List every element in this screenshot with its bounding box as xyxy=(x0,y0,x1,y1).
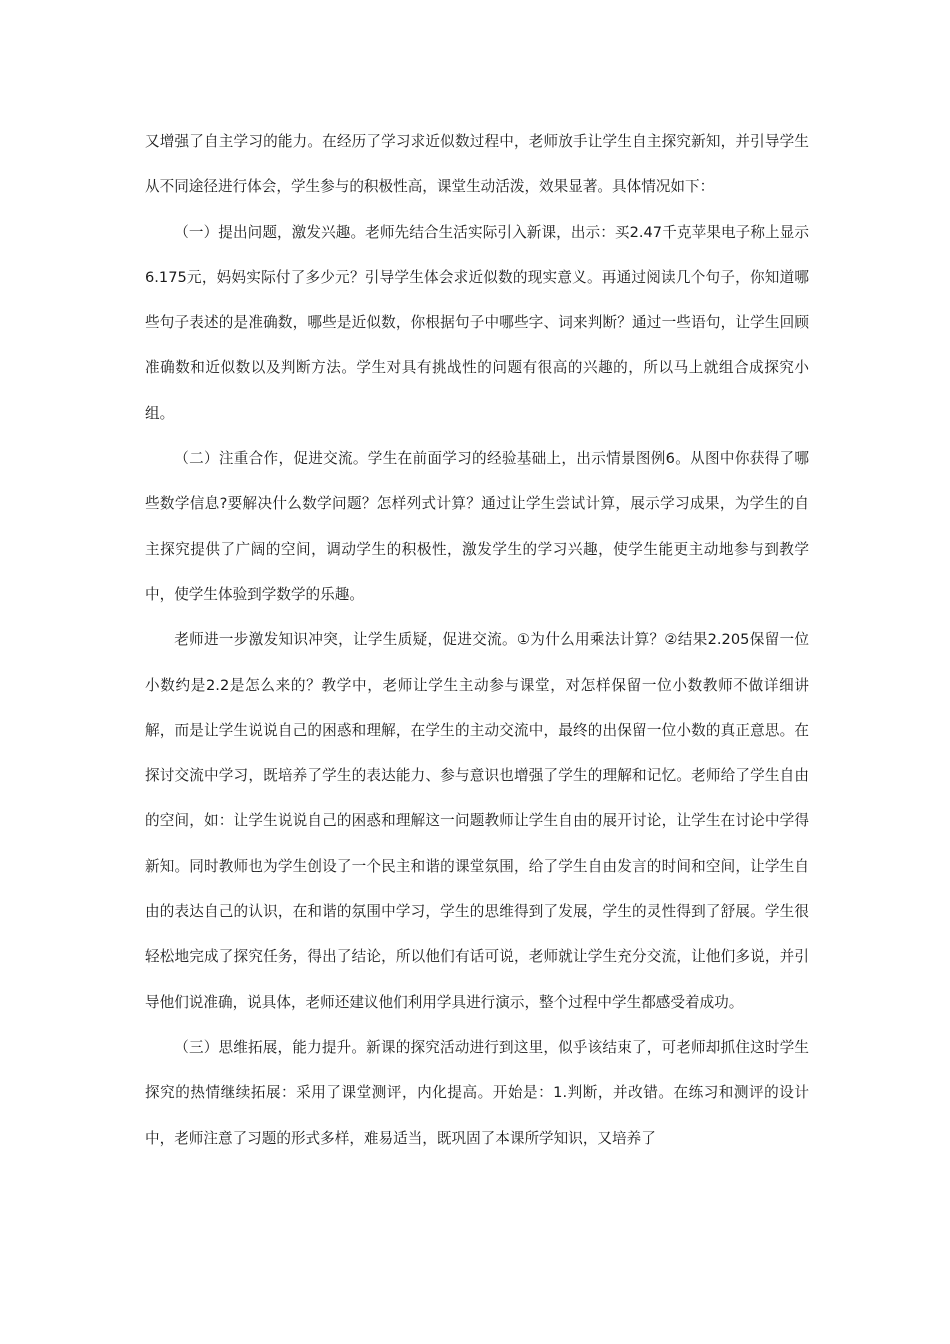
paragraph-intro: 又增强了自主学习的能力。在经历了学习求近似数过程中，老师放手让学生自主探究新知，并引导学生从不同途径进行体会，学生参与的积极性高，课堂生动活泼，效果显著。具体情况如下： xyxy=(145,133,809,196)
paragraph-section-2: （二）注重合作，促进交流。学生在前面学习的经验基础上，出示情景图例6。从图中你获得了哪些数学信息?要解决什么数学问题？怎样列式计算？通过让学生尝试计算，展示学习成果，为学生的自主探究提供了广阔的空间，调动学生的积极性，激发学生的学习兴趣，使学生能更主动地参与到教学中，使学生体验到学数学的乐趣。 xyxy=(145,450,809,603)
paragraph-section-3: （三）思维拓展，能力提升。新课的探究活动进行到这里，似乎该结束了，可老师却抓住这时学生探究的热情继续拓展：采用了课堂测评，内化提高。开始是：1.判断，并改错。在练习和测评的设计中，老师注意了习题的形式多样，难易适当，既巩固了本课所学知识，又培养了 xyxy=(145,1038,809,1147)
paragraph-discussion: 老师进一步激发知识冲突，让学生质疑，促进交流。①为什么用乘法计算？②结果2.205保留一位小数约是2.2是怎么来的？教学中，老师让学生主动参与课堂，对怎样保留一位小数教师不做详细讲解，而是让学生说说自己的困惑和理解，在学生的主动交流中，最终的出保留一位小数的真正意思。在探讨交流中学习，既培养了学生的表达能力、参与意识也增强了学生的理解和记忆。老师给了学生自由的空间，如：让学生说说自己的困惑和理解这一问题教师让学生自由的展开讨论，让学生在讨论中学得新知。同时教师也为学生创设了一个民主和谐的课堂氛围，给了学生自由发言的时间和空间，让学生自由的表达自己的认识，在和谐的氛围中学习，学生的思维得到了发展，学生的灵性得到了舒展。学生很轻松地完成了探究任务，得出了结论，所以他们有话可说，老师就让学生充分交流，让他们多说，并引导他们说准确，说具体，老师还建议他们利用学具进行演示，整个过程中学生都感受着成功。 xyxy=(145,631,809,1011)
document-body xyxy=(145,119,809,1161)
paragraph-section-1: （一）提出问题，激发兴趣。老师先结合生活实际引入新课，出示：买2.47千克苹果电子称上显示6.175元，妈妈实际付了多少元？引导学生体会求近似数的现实意义。再通过阅读几个句子，你知道哪些句子表述的是准确数，哪些是近似数，你根据句子中哪些字、词来判断？通过一些语句，让学生回顾准确数和近似数以及判断方法。学生对具有挑战性的问题有很高的兴趣的，所以马上就组合成探究小组。 xyxy=(145,223,809,422)
